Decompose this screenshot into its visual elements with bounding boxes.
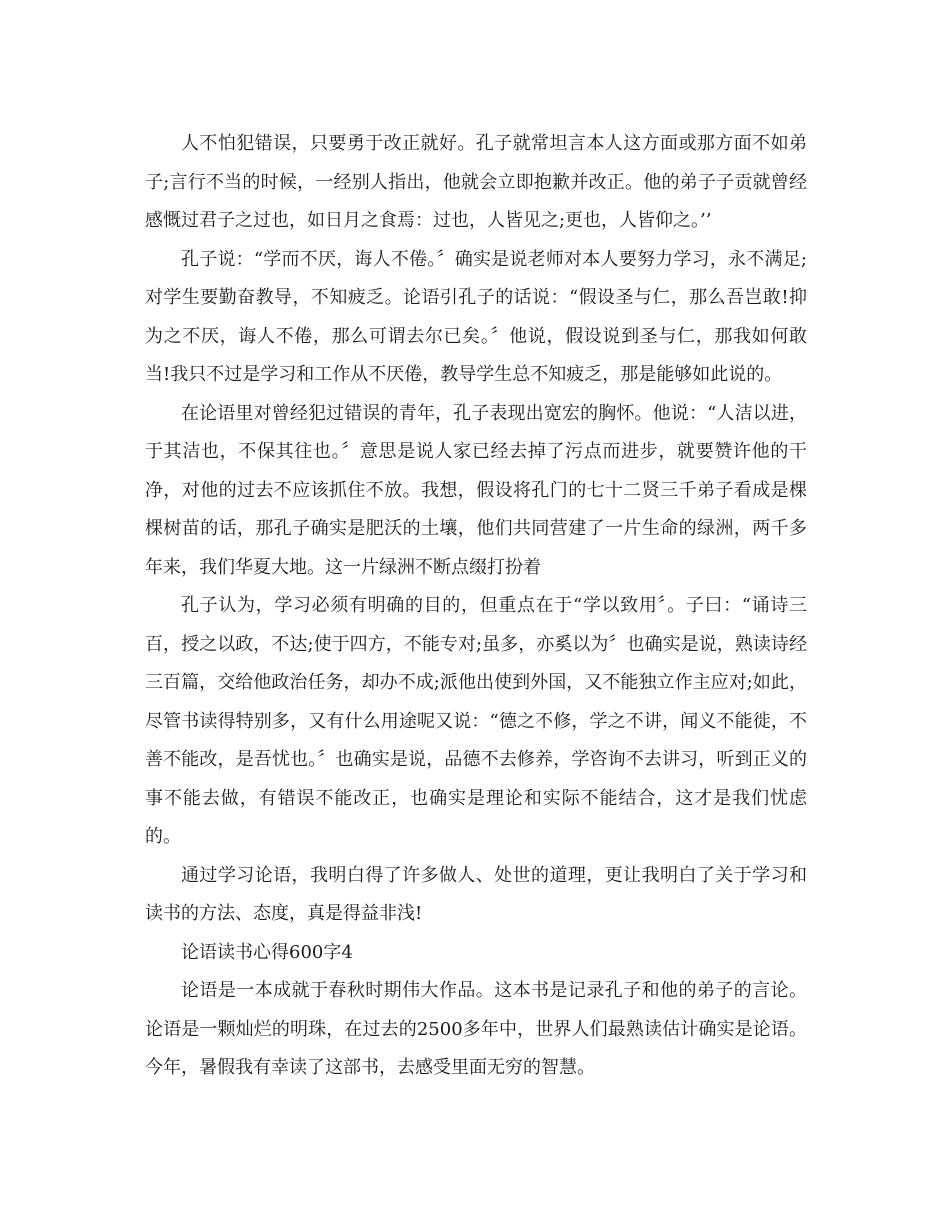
paragraph-tolerance: 在论语里对曾经犯过错误的青年，孔子表现出宽宏的胸怀。他说：“人洁以进，于其洁也，不保其往也。〞意思是说人家已经去掉了污点而进步，就要赞许他的干净，对他的过去不应该抓住不放。我想，假设将孔门的七十二贤三千弟子看成是棵棵树苗的话，那孔子确实是肥沃的土壤，他们共同营建了一片生命的绿洲，两千多年来，我们华夏大地。这一片绿洲不断点缀打扮着 — [145, 402, 807, 578]
paragraph-practical-learning: 孔子认为，学习必须有明确的目的，但重点在于“学以致用〞。子曰：“诵诗三百，授之以政，不达;使于四方，不能专对;虽多，亦奚以为〞也确实是说，熟读诗经三百篇，交给他政治任务，却办不成;派他出使到外国，又不能独立作主应对;如此，尽管书读得特别多，又有什么用途呢又说：“德之不修，学之不讲，闻义不能徙，不善不能改，是吾忧也。〞也确实是说，品德不去修养，学咨询不去讲习，听到正义的事不能去做，有错误不能改正，也确实是理论和实际不能结合，这才是我们忧虑的。 — [145, 595, 807, 847]
paragraph-introduction: 论语是一本成就于春秋时期伟大作品。这本书是记录孔子和他的弟子的言论。论语是一颗灿烂的明珠，在过去的2500多年中，世界人们最熟读估计确实是论语。今年，暑假我有幸读了这部书，去感受里面无穷的智慧。 — [145, 980, 807, 1078]
paragraph-mistakes: 人不怕犯错误，只要勇于改正就好。孔子就常坦言本人这方面或那方面不如弟子;言行不当的时候，一经别人指出，他就会立即抱歉并改正。他的弟子子贡就曾经感慨过君子之过也，如日月之食焉：过也，人皆见之;更也，人皆仰之。’’ — [145, 133, 807, 231]
section-heading: 论语读书心得600字4 — [181, 941, 353, 963]
document-body — [145, 125, 807, 1088]
paragraph-learning-teaching: 孔子说：“学而不厌，诲人不倦。〞确实是说老师对本人要努力学习，永不满足;对学生要勤奋教导，不知疲乏。论语引孔子的话说：“假设圣与仁，那么吾岂敢!抑为之不厌，诲人不倦，那么可谓去尔已矣。〞他说，假设说到圣与仁，那我如何敢当!我只不过是学习和工作从不厌倦，教导学生总不知疲乏，那是能够如此说的。 — [145, 248, 807, 385]
paragraph-conclusion: 通过学习论语，我明白得了许多做人、处世的道理，更让我明白了关于学习和读书的方法、态度，真是得益非浅! — [145, 864, 807, 924]
